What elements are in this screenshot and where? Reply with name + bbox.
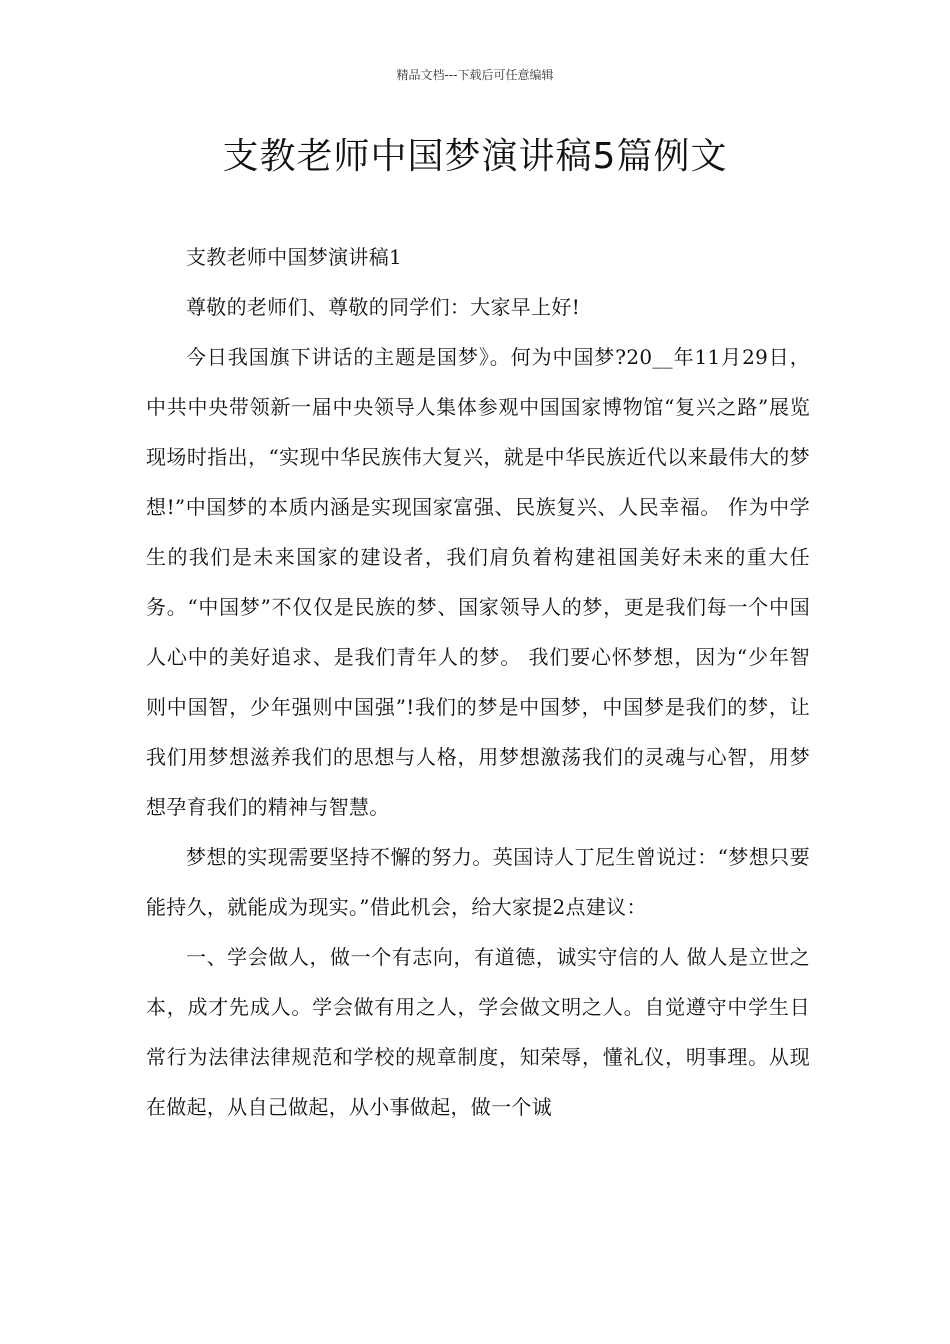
body-paragraph: 今日我国旗下讲话的主题是国梦》。何为中国梦?20__年11月29日，中共中央带领新一届中央领导人集体参观中国国家博物馆“复兴之路”展览现场时指出，“实现中华民族伟大复兴，就是中华民族近代以来最伟大的梦想!”中国梦的本质内涵是实现国家富强、民族复兴、人民幸福。 作为中学生的我们是未来国家的建设者，我们肩负着构建祖国美好未来的重大任务。“中国梦”不仅仅是民族的梦、国家领导人的梦，更是我们每一个中国人心中的美好追求、是我们青年人的梦。 我们要心怀梦想，因为“少年智则中国智，少年强则中国强”!我们的梦是中国梦，中国梦是我们的梦，让我们用梦想滋养我们的思想与人格，用梦想激荡我们的灵魂与心智，用梦想孕育我们的精神与智慧。	[146, 345, 810, 819]
body-paragraph: 梦想的实现需要坚持不懈的努力。英国诗人丁尼生曾说过：“梦想只要能持久，就能成为现实。”借此机会，给大家提2点建议：	[146, 845, 810, 919]
document-title: 支教老师中国梦演讲稿5篇例文	[222, 136, 728, 177]
greeting-paragraph: 尊敬的老师们、尊敬的同学们：大家早上好!	[186, 295, 581, 319]
document-body	[146, 232, 810, 1132]
section-heading: 支教老师中国梦演讲稿1	[186, 245, 403, 269]
document-header-note: 精品文档---下载后可任意编辑	[396, 68, 554, 82]
body-paragraph: 一、学会做人，做一个有志向，有道德，诚实守信的人 做人是立世之本，成才先成人。学会做有用之人，学会做文明之人。自觉遵守中学生日常行为法律法律规范和学校的规章制度，知荣辱，懂礼仪，明事理。从现在做起，从自己做起，从小事做起，做一个诚	[146, 945, 810, 1119]
